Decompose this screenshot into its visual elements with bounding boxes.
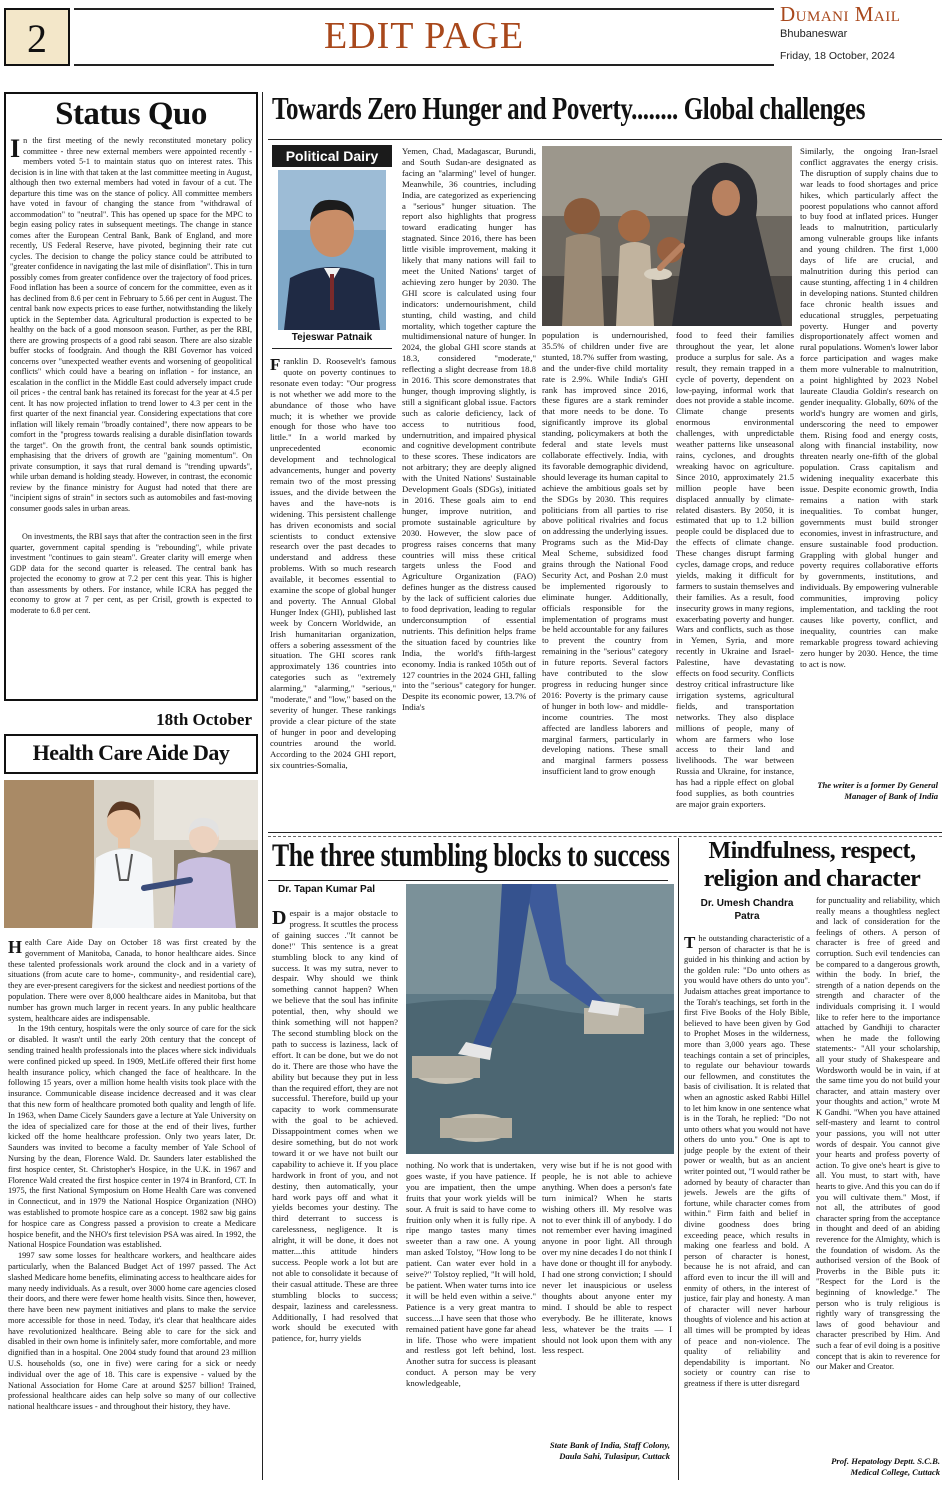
hunger-dropcap: F: [270, 356, 281, 374]
lower-section-rule: [268, 832, 942, 833]
mindfulness-divider: [678, 838, 679, 1480]
mindfulness-col-1-text: he outstanding characteristic of a person of character is that he is guided in his thinking and action by the golden rule: "Do unto others as you would have others do unto you". Judaism attaches great importance to the Torah's teachings, set forth in the first Five Books of the Holy Bible, believed to have been given by God to Prophet Moses in the wilderness, more than 3,000 years ago. These teachings contain a set of principles, to regulate our behaviour towards our fellowmen, and constitutes the basis of civilisation. It is related that when an agnostic asked Rabbi Hillel to let him know in one sentence what is in the Torah, he replied: "Do not unto others what you would not have others do unto you." One is apt to judge people by the extent of their power or wealth, but as an ancient writer pointed out, "I would rather be adorned by beauty of character than jewels. Jewels are the gifts of fortune, while character comes from within." Firm faith and belief in divine goodness does bring exceeding peace, which results in making one fearless and bold. A person of character is honest, because he is not afraid, and can afford even to incur the ill will and enmity of others, in the interest of justice, fair play and honesty. A man of character will never harbour thoughts of violence and his action at all times will be prompted by ideas of peace and non-violence. The quality of reliability and dependability is important. No society or country can rise to greatness if there is utter disregard: [684, 934, 810, 1388]
masthead-rule-bottom: [74, 64, 774, 66]
paper-name: Dumani Mail: [780, 2, 901, 26]
dateline: Friday, 18 October, 2024: [780, 50, 895, 62]
health-paragraph-2: In the 19th century, hospitals were the only source of care for the sick or disabled. It wasn't until the early 20th century that the concept of sending trained health professionals into the places where sick individuals were confined picked up speed. In 1909, MetLife offered their first home health insurance policy, which changed the face of healthcare. In the following 15 years, over a million home health visits took place with the insurance. Communicable disease incidence decreased and it was clear that this new form of healthcare promoted both quality and length of life. In 1963, when Dame Cicely Saunders gave a lecture at Yale University on the idea of specialized care for those at the end of their lives, further kicked off the home healthcare profession. Only two years later, Dr. Saunders was invited to become a faculty member of Yale School of Nursing by the dean, Florence Wald. Dr. Saunders later established the first hospice center, St. Christopher's Hospice, in the U.K. in 1967 and Florence Wald created the first hospice center in 1974 in Branford, CT. In 1975, the first National Symposium on Home Health Care was convened in Connecticut, and in 1979 the National Hospice Organization (NHO) was established to promote hospice care as a concept. 1982 saw big gains for hospice care as Congress passed a provision to create a Medicare hospice benefit, and the NHO's first television PSA was aired. In 1992, the National Hospice Foundation was established.: [8, 1024, 256, 1250]
health-photo: [4, 780, 258, 928]
mindfulness-signature: Prof. Hepatology Deptt. S.C.B. Medical College, Cuttack: [831, 1456, 940, 1477]
stumbling-dropcap: D: [272, 908, 287, 929]
mindfulness-headline-2: religion and character: [703, 866, 921, 892]
hunger-col-3: [542, 330, 668, 830]
stumbling-col-3: [542, 1160, 672, 1426]
mindfulness-col-2-text: for punctuality and reliability, which really means a thoughtless neglect and lack of consideration for the feelings of others. A person of character is free of greed and corruption. Such evil tendencies can be compared to a dangerous growth, within the body. In brief, the strength of a nation depends on the strength and character of the individuals comprising it. I would like to refer here to the importance attached by Gandhiji to character when he made the following statements:- "All your scholarship, all your study of Shakespeare and Wordsworth would be in vain, if at the same time you do not build your character, and attain mastery over your thoughts and action," wrote M K Gandhi. "When you have attained self-mastery and learnt to control your passions, you will not utter words of despair. You cannot give your hearts and profess poverty of action. To give one's heart is give to all. You must, to start with, have hearts to give. And this you can do if you will cultivate them." Most, if not all, the attributes of good character spring from the acceptance in thought and deed of an abiding reverence for the Almighty, which is the foundation of wisdom. As the authorised version of the Book of Proverbs in the Bible puts it: "Respect for the Lord is the beginning of knowledge." The person who is truly religious is rightly wary of transgressing the laws of good behaviour and character prescribed by Him. And such a fear of evil doing is a positive concept that is akin to reverence for our Maker and Creator.: [816, 896, 940, 1372]
masthead-rule-top: [74, 8, 774, 10]
lower-section-dashes: [268, 836, 942, 837]
health-body: [8, 938, 256, 1482]
hunger-photo: [542, 146, 792, 326]
hunger-col-4-text: food to feed their families throughout the year, let alone produce a surplus for sale. As a result, they remain trapped in a cycle of poverty, dependent on low-paying, informal work that does not provide a stable income. Climate change presents enormous environmental challenges, with unpredictable weather patterns like unseasonal rains, cyclones, and droughts wreaking havoc on agriculture. Since 2010, approximately 21.5 million people have been displaced annually by climate-related disasters. By 2050, it is estimated that up to 1.2 billion people could be displaced due to the effects of climate change. These changes disrupt farming cycles, damage crops, and reduce yields, making it difficult for farmers to sustain themselves and their families. As a result, food insecurity grows in many regions, exacerbating poverty and hunger. Wars and conflicts, such as those in Yemen, Syria, and more recently in Ukraine and Israel-Palestine, have devastating effects on food security. Conflicts destroy critical infrastructure like irrigation systems, agricultural fields, and transportation networks. They also displace millions of people, many of whom are farmers who lose access to their land and livelihoods. The war between Russia and Ukraine, for instance, has had a ripple effect on global food supplies, as both countries are major grain exporters.: [676, 330, 794, 809]
hunger-col-3-text: population is undernourished, 35.5% of children under five are stunted, 18.7% suffer from wasting, and the under-five child mortality rate is 2.9%. While India's GHI rank has improved since 2016, these figures are a stark reminder that more needs to be done. To significantly improve its global standing, policymakers at both the federal and state levels must collaborate effectively. India, with its favorable demographic dividend, should leverage its human capital to achieve the ambitious goals set by the SDGs by 2030. This requires politicians from all parties to rise above political rivalries and focus on addressing the underlying issues. Programs such as the Mid-Day Meal Scheme, subsidized food grains through the National Food Security Act, and Poshan 2.0 must be implemented rigorously to eliminate hunger. Additionally, officials responsible for the implementation of programs must be held accountable for any failures to prevent the country from remaining in the "serious" category in future reports. Several factors have contributed to the slow progress in reducing hunger since 2016: Poverty is the primary cause of hunger in both low- and middle-income countries. The most affected are landless laborers and marginal farmers, particularly in developing nations. These small and marginal farmers possess insufficient land to grow enough: [542, 330, 668, 777]
health-title: Health Care Aide Day: [32, 740, 230, 765]
stumbling-byline: Dr. Tapan Kumar Pal: [278, 884, 376, 895]
mindfulness-byline-1: Dr. Umesh Chandra: [700, 898, 794, 909]
mindfulness-col-2: [816, 896, 940, 1436]
city: Bhubaneswar: [780, 28, 848, 40]
status-quo-paragraph-2: On investments, the RBI says that after the contraction seen in the first quarter, government capital spending is "rebounding", while private investment "continues to gain steam". Greater clarity will emerge when GDP data for the second quarter is released. The central bank has projected the economy to grow at 7.2 per cent this year. This is higher than assessments by others. For instance, while ICRA has pegged the economy to grow at 7 per cent, as per Crisil, growth is expected to moderate to 6.8 per cent.: [10, 532, 252, 615]
health-paragraph-1: ealth Care Aide Day on October 18 was first created by the government of Manitoba, Canada, to honor healthcare aides. Since these talented professionals work around the clock and in a variety of situations (from acute care to home-, community-, and residential care), they are ever-present caregivers for the sickest and neediest portions of the population. There were over 8,000 healthcare aides in Manitoba, but that number has grown much larger in recent years. In any public healthcare system, healthcare aides are indispensable.: [8, 938, 256, 1023]
stumbling-col-1-text: espair is a major obstacle to progress. It scuttles the process of gaining succes ."It cannot be done!" This sentence is a great stumbling block to any kind of success. It was my sutra, never to despair. Why should we think something cannot happen? When we believe that the soul has infinite potential, then, why should we think something will not happen? The second stumbling block on the path to success is laziness, lack of effort. It can be done, but we do not do it. There are those who have the ability but because they put in less than the required effort, they are not successful. Therefore, build up your capacity to work commensurate with the goal to be achieved. Dissappointment comes when we desire something, but do not work toward it or we have not built our capability to achieve it. If you place hardwork in front of you, and not destiny, then automatically, your hard work pays off and what it yields becomes your destiny. The third deterrant to success is carelessness, negligence. It is alright, it will be done, it does not matter....this attitude hinders success. People work a lot but are not able to consolidate it because of their casual attitude. These are three stumbling blocks to success; despair, laziness and carelessness. Additionally, I had resolved that work should be executed with patience, for, hurry yields: [272, 908, 398, 1344]
hunger-col-5: [800, 146, 938, 770]
author-caption: Tejeswar Patnaik: [291, 332, 373, 343]
health-date-label: 18th October: [156, 710, 252, 729]
author-caption-rule: [272, 348, 392, 349]
hunger-headline: Towards Zero Hunger and Poverty........ Global challenges: [272, 90, 866, 126]
main-column-divider: [262, 92, 263, 1480]
mindfulness-col-1: [684, 934, 810, 1482]
status-quo-title: Status Quo: [55, 96, 207, 132]
stumbling-signature: State Bank of India, Staff Colony, Daula Sahi, Tulasipur, Cuttack: [549, 1440, 670, 1461]
health-paragraph-3: 1997 saw some losses for healthcare workers, and healthcare aides particularly, when the Balanced Budget Act of 1997 passed. The Act slashed Medicare home benefits, eliminating access to healthcare aides for many needy individuals. As a result, over 3000 home care agencies closed their doors, and there were fewer home health visits. Since then, however, there have been new payment initiatives and plans to make the service more accessible for those in need. Today, it's clear that healthcare aides have revolutionized healthcare. Being able to care for the sick and disabled in their own home is infinitely safer, more comfortable, and more dignified than in a hospital. One 2004 study found that around 23 million U.S. households (so, one in five) were caring for a sick or needy individual over the age of 18. This care is expensive - valued by the National Association for Home Care at around $257 billion! Trained, professional healthcare aides can help solve so many of our collective national healthcare issues - and throughout their history, they have.: [8, 1251, 256, 1412]
hunger-col-1-text: ranklin D. Roosevelt's famous quote on poverty continues to resonate even today: "Our progress is not whether we add more to the abundance of those who have much; it is whether we provide enough for those who have too little." In a world marked by unprecedented economic development and technological advancements, hunger and poverty remain two of the most pressing issues, and the divide between the haves and the have-nots is widening. This persistent challenge has driven economists and social scientists to conduct extensive research over the past decades to understand and address these problems. With so much research available, it becomes essential to examine the scope of global hunger and poverty. The Annual Global Hunger Index (GHI), published last week by Concern Worldwide, an Irish humanitarian organization, offers a sobering assessment of the situation. The GHI scores rank approximately 136 countries into categories such as "extremely alarming," "alarming," "serious," "moderate," and "low," based on the severity of hunger. These rankings provide a clear picture of the state of hunger in poor and developing countries around the world. According to the 2024 GHI report, six countries-Somalia,: [270, 356, 396, 770]
stumbling-col-2: [406, 1160, 536, 1482]
stumbling-col-1: [272, 908, 398, 1482]
status-quo-paragraph-1: n the first meeting of the newly reconstituted monetary policy committee - three new external members were appointed recently - members voted 5-1 to maintain status quo on interest rates. This decision is in line with that taken at the last committee meeting in August, although then two external members had voted in favour of a cut. The departure this time was on the stance of policy. All committee members have voted in favour of changing the stance from "withdrawal of accommodation" to "neutral". This has opened up space for the MPC to begin easing policy rates in subsequent meetings. The change in stance comes after the European Central Bank, Bank of England, and more recently, US Federal Reserve, have pivoted, beginning their rate cut cycles. The decision to change the policy stance could be attributed to "greater confidence in navigating the last mile of disinflation". This in turn possibly comes from greater confidence over the trajectory of food prices. Food inflation has been a source of concern for the committee, even as it has declined from 8.6 per cent in February to 5.66 per cent in August. The central bank now expects prices to ease further, notwithstanding the likely uptick in the September data. Agricultural production is expected to be healthy on the back of a good monsoon season. Further, as per the RBI, there are growing prospects of a good rabi season. There are also sizable buffer stocks of foodgrain. And though the RBI Governor has voiced concerns over "unexpected weather events and worsening of geopolitical conflicts" which could have a bearing on inflation - for instance, an escalation in the conflict in the Middle East could adversely impact crude oil prices - the central bank has retained its forecast for the year at 4.5 per cent. It has now projected inflation to trend lower to 4.3 per cent in the first quarter of the next financial year. Considering expectations that core inflation will likely remain "broadly contained", there now appears to be comfort in the "progress towards realising a durable disinflation towards the target". On the growth front, the central bank sounds optimistic, emphasising that the drivers of growth are "gaining momentum". On private consumption, it says that rural demand is "trending upwards", while urban demand is holding steady. However, in contrast, the economic review by the finance ministry for August had noted that there are "incipient signs of strain" in sectors such as automobiles and fast-moving consumer goods sales in urban areas.: [10, 136, 252, 513]
stumbling-col-3-text: very wise but if he is not good with people, he is not able to achieve anything. When does a person's fate turn inimical? When he starts wishing others ill. My resolve was not to ever think ill of anybody. I do not remember ever having imagined anyone in poor light. All through over my nine decades I do not think I have done or thought ill for anybody. I had one strong conviction; I should never let inauspicious or useless thoughts about anyone enter my mind. I should be able to respect everybody. Be he illiterate, knows less, whatever be the traits — I should not look upon them with any less respect.: [542, 1160, 672, 1356]
section-title: EDIT PAGE: [323, 15, 525, 57]
hunger-col-2: [402, 146, 536, 830]
status-quo-body: [10, 136, 252, 696]
stumbling-col-2-text: nothing. No work that is undertaken, goes waste, if you have patience. If you are impatient, then the umpe fruits that your work yields will be sour. A fruit is said to have come to fruition only when it is fully ripe. A ripe mango tastes many times sweeter than a raw one. A young man asked Tolstoy, "How long to be patient. Can water ever hold in a seive?" Tolstoy replied, "It will hold, be patient. When water turns into ice it will be held even within a seive." Patience is a very great mantra to success....I have seen that those who remained patient have gone far ahead in life. Those who were impatient and restless got left behind, lost. Another sutra for success is pleasant conduct. A person may be very knowledgeable,: [406, 1160, 536, 1389]
mindfulness-headline-1: Mindfulness, respect,: [708, 838, 916, 864]
mindfulness-byline-2: Patra: [734, 911, 760, 922]
health-dropcap: H: [8, 938, 23, 957]
hunger-col-1: [270, 356, 396, 830]
hunger-column-tag: Political Dairy: [272, 145, 392, 167]
mindfulness-dropcap: T: [684, 934, 696, 952]
hunger-signature: The writer is a former Dy General Manager of Bank of India: [817, 780, 938, 801]
hunger-col-5-text: Similarly, the ongoing Iran-Israel conflict aggravates the energy crisis. The disruption of supply chains due to war leads to food shortages and price hikes, which particularly affect the poorest populations who cannot afford to buy food at inflated prices. Hunger leads to malnutrition, particularly among vulnerable groups like infants and young children. The first 1,000 days of life are crucial, and malnutrition during this period can cause stunting, affecting 1 in 4 children in developing nations. Stunted children face chronic health issues and educational struggles, perpetuating poverty. Hunger and poverty disproportionately affect women and rural populations. Women's lower labor force participation and wages make them more vulnerable to malnutrition, a point highlighted by 2023 Nobel laureate Claudia Goldin's research on gender inequality. Globally, 60% of the world's hungry are women and girls, underscoring the need to empower them. Rising food and energy costs, along with financial instability, now threaten nearly one-fifth of the global population. Crass capitalism and widening inequality exacerbate this issue. Despite economic growth, India remains a nation with stark inequalities. To combat hunger, governments must build stronger economies, invest in infrastructure, and ensure sustainable food production. Grappling with global hunger and poverty requires collaborative efforts by governments, institutions, and individuals. By empowering vulnerable communities, improving policy implementation, and tackling the root causes like poverty, conflict, and inequality, countries can make remarkable progress toward achieving zero hunger by 2030. Hence, the time to act is now.: [800, 146, 938, 669]
stumbling-headline-rule: [268, 880, 668, 881]
hunger-col-4: [676, 330, 794, 830]
stumbling-photo: [406, 884, 674, 1154]
author-photo: [278, 170, 386, 330]
status-quo-dropcap: I: [10, 136, 21, 163]
hunger-headline-rule: [268, 139, 942, 140]
hunger-col-2-text: Yemen, Chad, Madagascar, Burundi, and South Sudan-are designated as facing an "alarming" level of hunger. Meanwhile, 36 countries, including India, are categorized as experiencing a "serious" hunger situation. The report also highlights that progress toward eradicating hunger has stagnated. Since 2016, there has been little visible improvement, making it likely that many nations will fail to meet the United Nations' target of achieving zero hunger by 2030. The GHI score is calculated using four indicators: undernourishment, child stunting, child wasting, and child mortality, which together capture the multidimensional nature of hunger. In 2024, the global GHI score stands at 18.3, considered "moderate," reflecting a slight decrease from 18.8 in 2016. This score demonstrates that hunger, though improving slightly, is still a significant global issue. Factors such as calorie deficiency, lack of access to nutritious food, undernutrition, and impaired physical and cognitive development contribute to these scores. These indicators are not arbitrary; they are deeply aligned with the United Nations' Sustainable Development Goals (SDGs), initiated in 2016. These goals aim to end hunger, improve nutrition, and promote sustainable agriculture by 2030. However, the slow pace of progress raises concerns that many countries will miss these critical targets unless the Food and Agriculture Organization (FAO) defines hunger as the distress caused by the lack of sufficient calories due to food deprivation, leading to regular underconsumption of essential nutrients. This definition helps frame the situation faced by countries like India, the world's fifth-largest economy. India is ranked 105th out of 127 countries in the 2024 GHI, falling into the "serious" category for hunger. Despite its economic power, 13.7% of India's: [402, 146, 536, 713]
stumbling-headline: The three stumbling blocks to success: [272, 838, 670, 874]
page-number: 2: [27, 16, 47, 61]
